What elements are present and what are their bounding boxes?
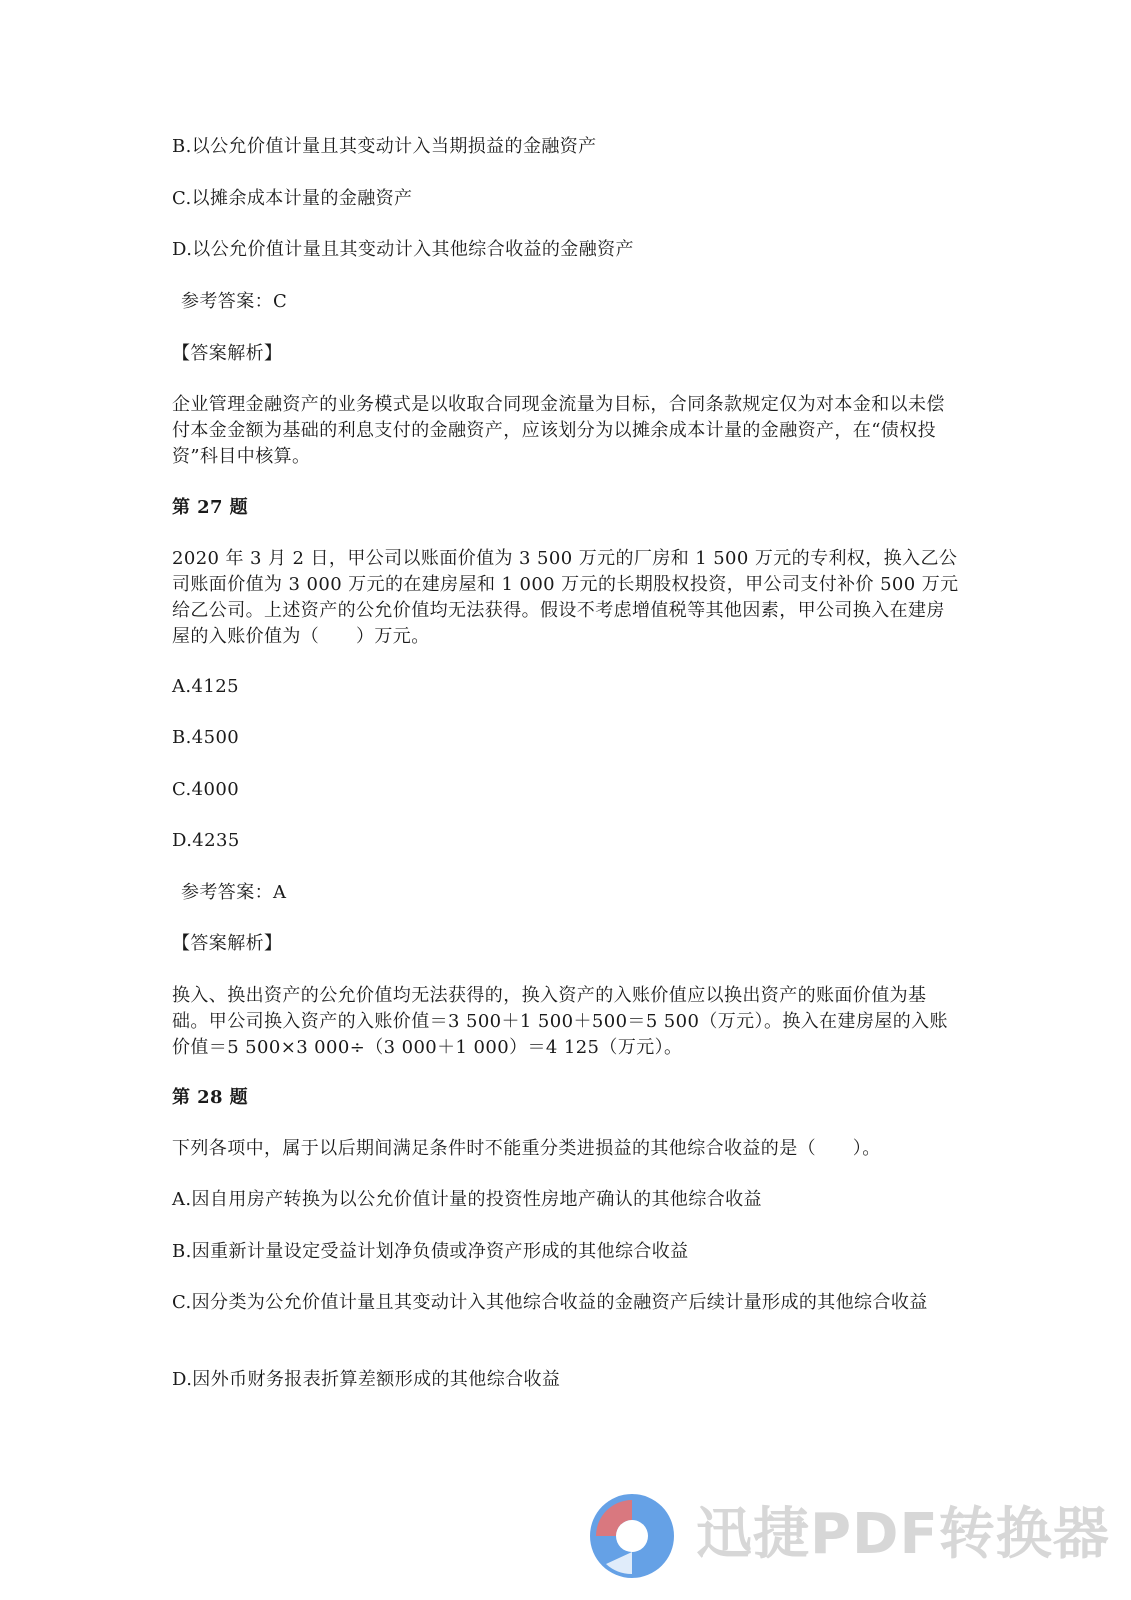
option-c: C.以摊余成本计量的金融资产 [172,188,413,209]
question-28-stem: 下列各项中，属于以后期间满足条件时不能重分类进损益的其他综合收益的是（ ）。 [172,1138,881,1159]
reference-answer: 参考答案：A [181,882,287,903]
question-27-title: 第 27 题 [172,497,248,518]
analysis-text: 换入、换出资产的公允价值均无法获得的，换入资产的入账价值应以换出资产的账面价值为基础。甲公司换入资产的入账价值＝3 500＋1 500＋500＝5 500（万元）。换入在建房屋的入账价值＝5 500×3 000÷（3 000＋1 000）＝4 125（万元）。 [172,985,948,1058]
option-d: D.以公允价值计量且其变动计入其他综合收益的金融资产 [172,239,634,260]
question-28-title: 第 28 题 [172,1087,248,1108]
option-d: D.4235 [172,830,240,851]
analysis-text: 企业管理金融资产的业务模式是以收取合同现金流量为目标，合同条款规定仅为对本金和以未偿付本金金额为基础的利息支付的金融资产，应该划分为以摊余成本计量的金融资产，在“债权投资”科目中核算。 [172,394,945,467]
option-a: A.因自用房产转换为以公允价值计量的投资性房地产确认的其他综合收益 [172,1189,762,1210]
option-d: D.因外币财务报表折算差额形成的其他综合收益 [172,1369,561,1390]
reference-answer: 参考答案：C [181,291,288,312]
xunjie-logo-icon [586,1490,678,1582]
option-b: B.以公允价值计量且其变动计入当期损益的金融资产 [172,136,597,157]
analysis-heading: 【答案解析】 [172,343,283,364]
analysis-heading: 【答案解析】 [172,933,283,954]
watermark [586,1490,1110,1580]
watermark-text: 迅捷PDF转换器 [696,1502,1110,1567]
option-c: C.因分类为公允价值计量且其变动计入其他综合收益的金融资产后续计量形成的其他综合收益 [172,1292,928,1313]
question-27-stem: 2020 年 3 月 2 日，甲公司以账面价值为 3 500 万元的厂房和 1 500 万元的专利权，换入乙公司账面价值为 3 000 万元的在建房屋和 1 000 万元的长期股权投资，甲公司支付补价 500 万元给乙公司。上述资产的公允价值均无法获得。假设不考虑增值税等其他因素，甲公司换入在建房屋的入账价值为（ ）万元。 [172,548,959,647]
option-c: C.4000 [172,779,240,800]
option-a: A.4125 [172,676,239,697]
option-b: B.因重新计量设定受益计划净负债或净资产形成的其他综合收益 [172,1241,689,1262]
option-b: B.4500 [172,727,240,748]
